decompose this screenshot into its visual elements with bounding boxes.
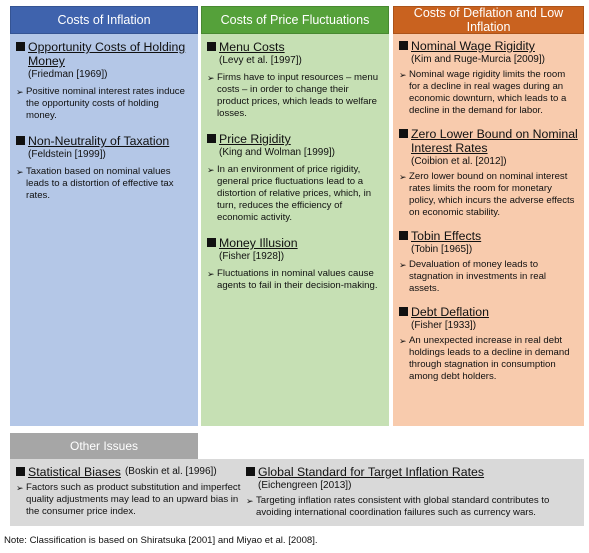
topic-title: Global Standard for Target Inflation Rates xyxy=(258,465,485,479)
topic-debt-deflation xyxy=(399,305,578,383)
citation: (Eichengreen [2013]) xyxy=(258,480,352,491)
header-costs-of-inflation: Costs of Inflation xyxy=(10,6,198,34)
arrow-bullet-icon: ➢ xyxy=(16,483,24,493)
citation: (Fisher [1928]) xyxy=(219,251,285,262)
point-text: Positive nominal interest rates induce the opportunity costs of holding money. xyxy=(26,86,185,121)
topic-title: Money Illusion xyxy=(219,236,298,250)
square-bullet-icon xyxy=(399,129,408,138)
arrow-bullet-icon: ➢ xyxy=(207,73,215,83)
topic-statistical-biases xyxy=(16,465,246,518)
header-other-issues: Other Issues xyxy=(10,433,198,459)
topic-tobin-effects xyxy=(399,229,578,295)
topic-heading xyxy=(207,40,383,54)
topic-heading xyxy=(207,132,383,146)
square-bullet-icon xyxy=(399,307,408,316)
citation: (Coibion et al. [2012]) xyxy=(411,156,507,167)
topic-money-illusion xyxy=(207,236,383,292)
square-bullet-icon xyxy=(16,42,25,51)
topic-heading xyxy=(207,236,383,250)
topic-title: Tobin Effects xyxy=(411,229,482,243)
square-bullet-icon xyxy=(207,42,216,51)
bullet-point xyxy=(16,482,246,518)
point-text: Firms have to input resources – menu costs – in order to change their product prices, which leads to welfare losses. xyxy=(217,72,379,119)
point-text: Zero lower bound on nominal interest rates limits the room for monetary policy, which incurs the adverse effects on economic stability. xyxy=(409,171,575,218)
arrow-bullet-icon: ➢ xyxy=(399,172,407,182)
topic-title: Debt Deflation xyxy=(411,305,489,319)
topic-title: Menu Costs xyxy=(219,40,285,54)
bullet-point xyxy=(399,171,578,219)
topic-heading xyxy=(399,39,578,53)
arrow-bullet-icon: ➢ xyxy=(246,496,254,506)
topic-title: Zero Lower Bound on Nominal Interest Rates xyxy=(411,127,578,155)
arrow-bullet-icon: ➢ xyxy=(16,167,24,177)
citation: (Friedman [1969]) xyxy=(28,69,108,80)
square-bullet-icon xyxy=(16,136,25,145)
citation: (Boskin et al. [1996]) xyxy=(124,466,217,477)
topic-title: Price Rigidity xyxy=(219,132,291,146)
square-bullet-icon xyxy=(16,467,25,476)
topic-heading xyxy=(399,127,578,155)
footnote: Note: Classification is based on Shiratsuka [2001] and Miyao et al. [2008]. xyxy=(4,535,318,546)
bullet-point xyxy=(16,166,192,202)
topic-title: Opportunity Costs of Holding Money xyxy=(28,40,186,68)
header-costs-of-deflation: Costs of Deflation and Low Inflation xyxy=(393,6,584,34)
topic-heading xyxy=(16,465,246,479)
citation: (Feldstein [1999]) xyxy=(28,149,106,160)
citation: (Fisher [1933]) xyxy=(411,320,477,331)
point-text: An unexpected increase in real debt holdings leads to a decline in demand through stagnation in consumption among debt holders. xyxy=(409,335,570,382)
bullet-point xyxy=(399,69,578,117)
point-text: Factors such as product substitution and imperfect quality adjustments may lead to an upward bias in the consumer price index. xyxy=(26,482,241,517)
column-costs-of-deflation xyxy=(393,34,584,426)
citation: (Levy et al. [1997]) xyxy=(219,55,302,66)
square-bullet-icon xyxy=(399,231,408,240)
topic-menu-costs xyxy=(207,40,383,120)
topic-title: Nominal Wage Rigidity xyxy=(411,39,535,53)
bullet-point xyxy=(207,268,383,292)
arrow-bullet-icon: ➢ xyxy=(16,87,24,97)
square-bullet-icon xyxy=(246,467,255,476)
topic-title: Non-Neutrality of Taxation xyxy=(28,134,170,148)
square-bullet-icon xyxy=(207,238,216,247)
topic-zero-lower-bound xyxy=(399,127,578,219)
citation: (Tobin [1965]) xyxy=(411,244,473,255)
topic-heading xyxy=(399,305,578,319)
square-bullet-icon xyxy=(399,41,408,50)
arrow-bullet-icon: ➢ xyxy=(399,70,407,80)
topic-title: Statistical Biases xyxy=(28,465,121,479)
citation: (Kim and Ruge-Murcia [2009]) xyxy=(411,54,545,65)
topic-heading xyxy=(399,229,578,243)
arrow-bullet-icon: ➢ xyxy=(399,260,407,270)
bullet-point xyxy=(207,72,383,120)
point-text: Nominal wage rigidity limits the room for a decline in real wages during an economic downturn, which leads to a decline in the demand for labor. xyxy=(409,69,567,116)
arrow-bullet-icon: ➢ xyxy=(399,336,407,346)
point-text: Taxation based on nominal values leads to a distortion of effective tax rates. xyxy=(26,166,174,201)
section-other-issues xyxy=(10,459,584,526)
bullet-point xyxy=(399,335,578,383)
topic-nominal-wage-rigidity xyxy=(399,39,578,117)
bullet-point xyxy=(399,259,578,295)
header-costs-of-price-fluctuations: Costs of Price Fluctuations xyxy=(201,6,389,34)
column-costs-of-price-fluctuations xyxy=(201,34,389,426)
topic-global-standard xyxy=(246,465,582,519)
citation: (King and Wolman [1999]) xyxy=(219,147,335,158)
topic-heading xyxy=(246,465,582,479)
bullet-point xyxy=(207,164,383,224)
point-text: Fluctuations in nominal values cause agents to fail in their decision-making. xyxy=(217,268,378,291)
bullet-point xyxy=(246,495,582,519)
arrow-bullet-icon: ➢ xyxy=(207,269,215,279)
point-text: Targeting inflation rates consistent with global standard contributes to avoiding international coordination failures such as currency wars. xyxy=(256,495,550,518)
column-costs-of-inflation xyxy=(10,34,198,426)
square-bullet-icon xyxy=(207,134,216,143)
point-text: In an environment of price rigidity, general price fluctuations lead to a distortion of relative prices, which, in turn, reduces the efficiency of economic activity. xyxy=(217,164,372,223)
topic-non-neutrality-taxation xyxy=(16,134,192,202)
point-text: Devaluation of money leads to stagnation in investments in real assets. xyxy=(409,259,547,294)
topic-opportunity-costs xyxy=(16,40,192,122)
topic-heading xyxy=(16,40,192,68)
arrow-bullet-icon: ➢ xyxy=(207,165,215,175)
bullet-point xyxy=(16,86,192,122)
topic-heading xyxy=(16,134,192,148)
topic-price-rigidity xyxy=(207,132,383,224)
